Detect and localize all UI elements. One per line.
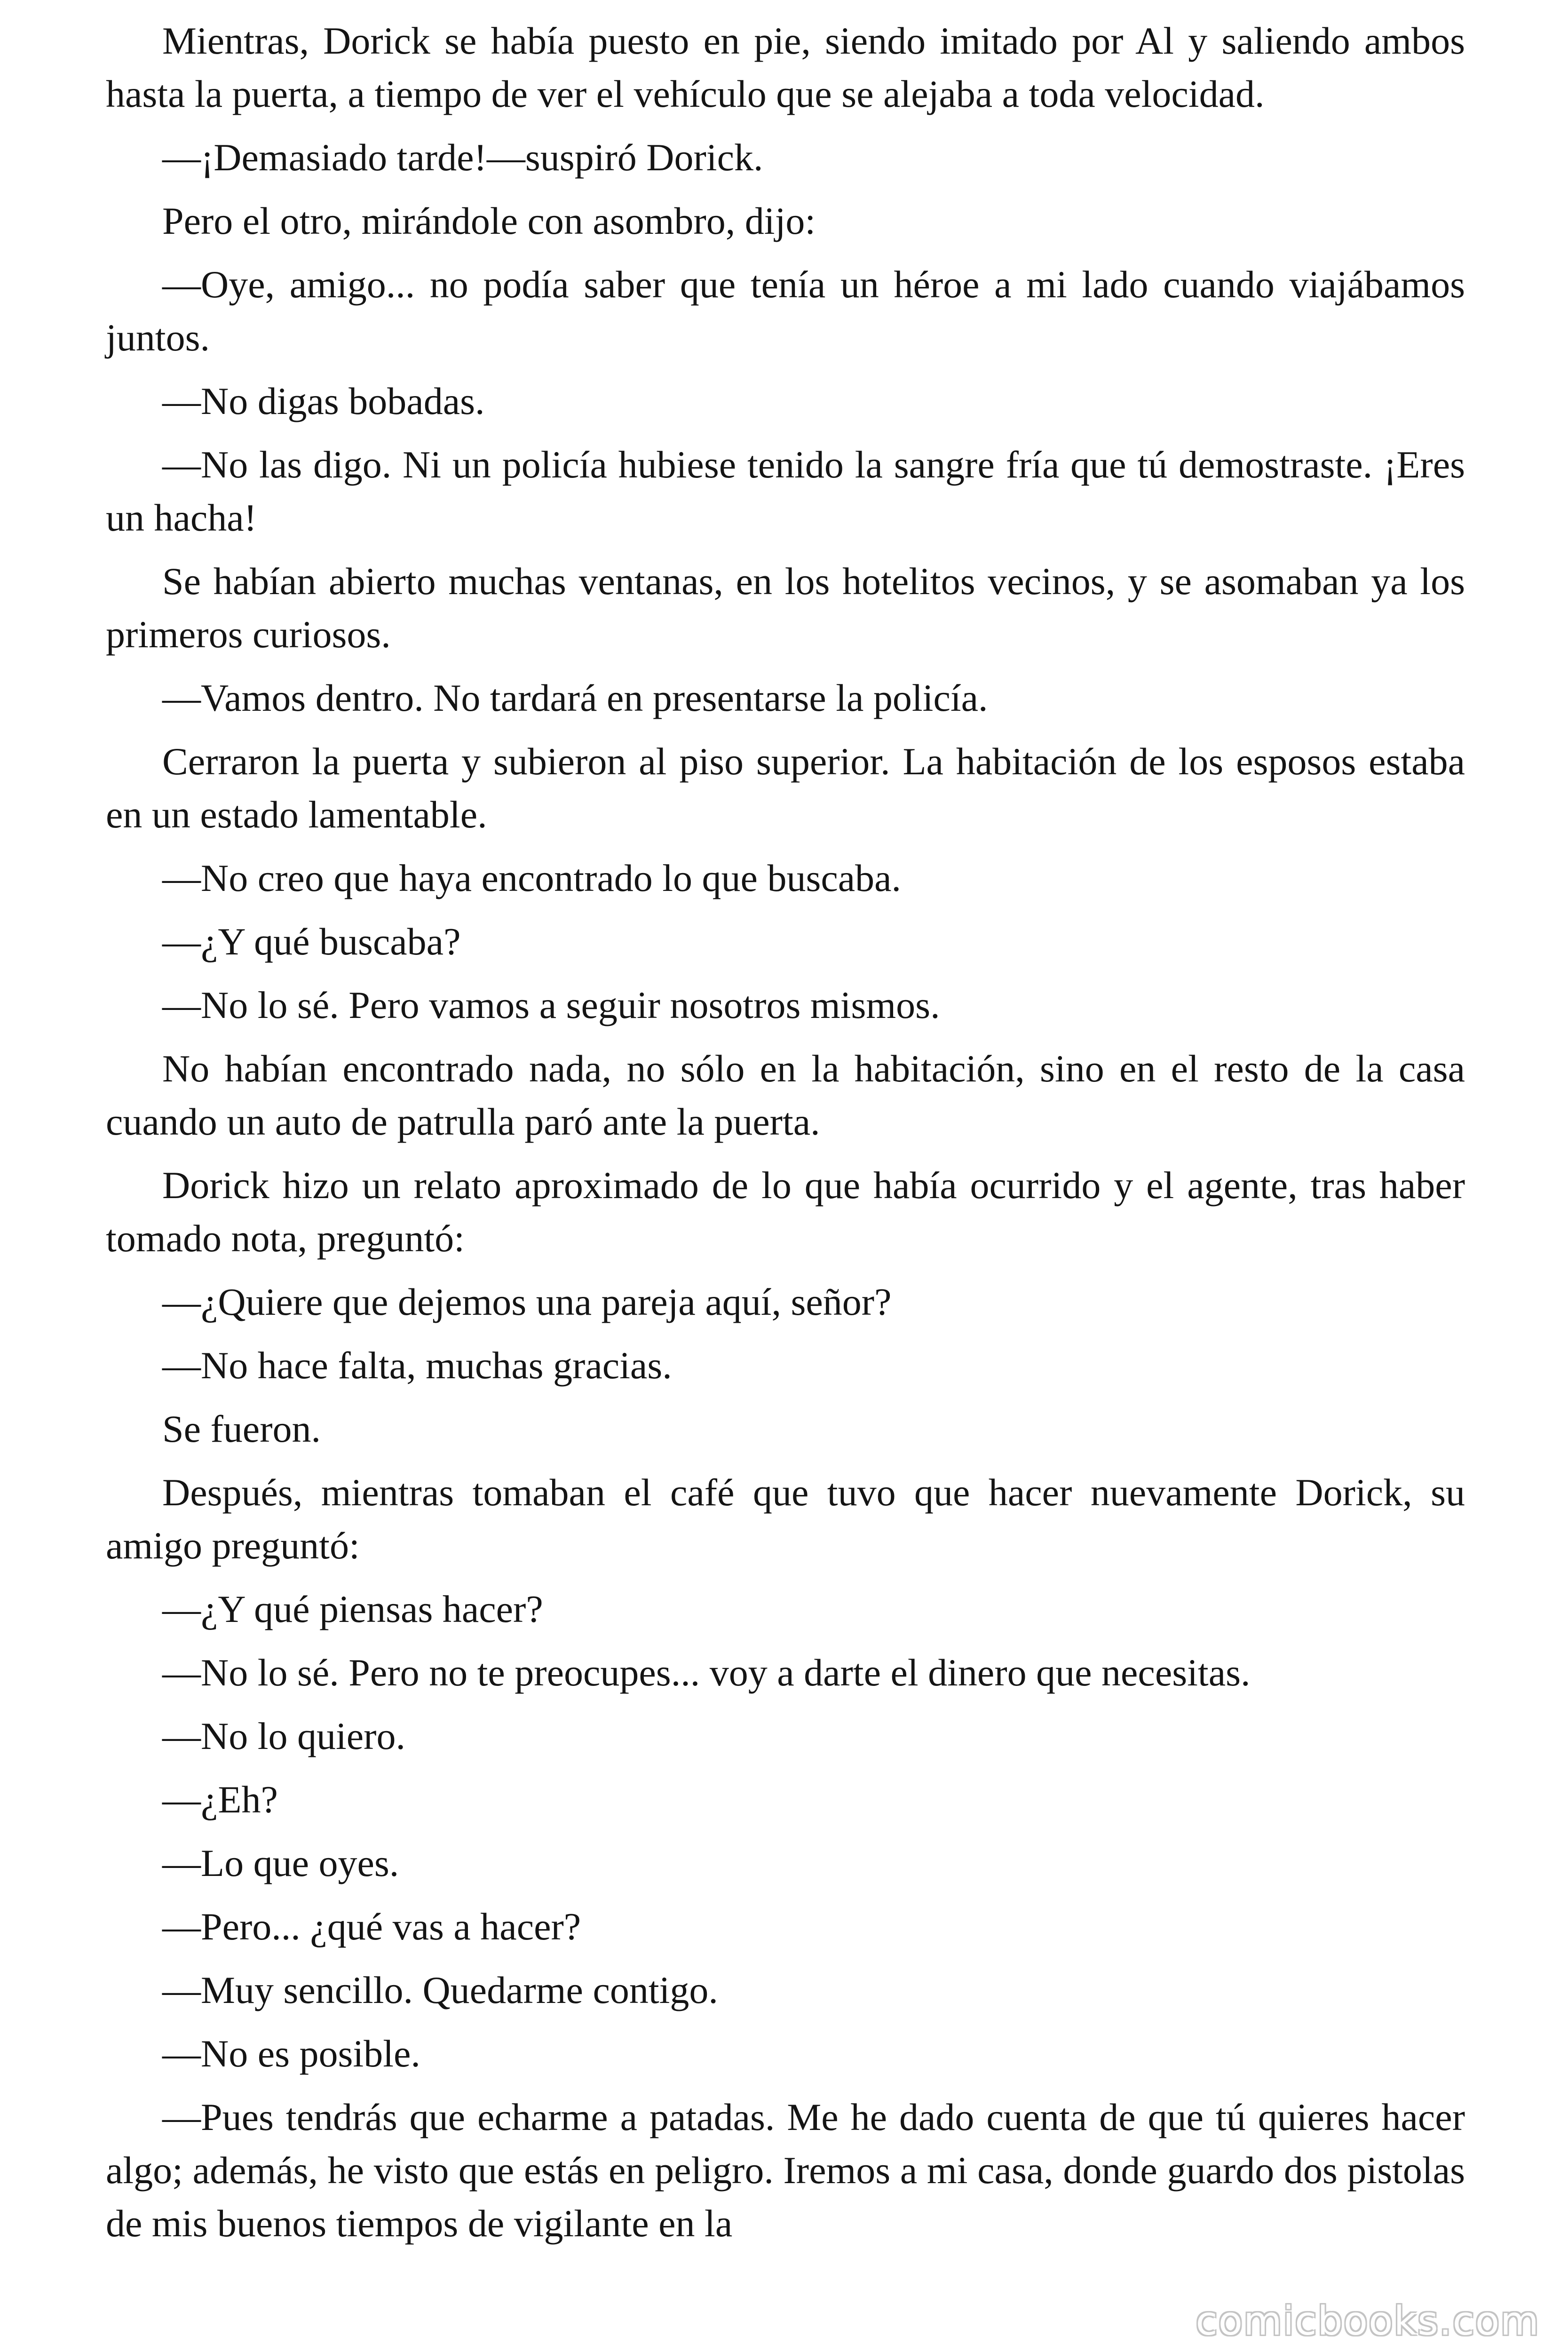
paragraph: —No digas bobadas. [162,380,485,422]
paragraph: —Lo que oyes. [162,1842,399,1884]
paragraph: —¿Y qué buscaba? [162,920,461,963]
paragraph: Cerraron la puerta y subieron al piso superior. La habitación de los esposos estaba en un estado lamentable. [106,740,1465,836]
paragraph: —Pues tendrás que echarme a patadas. Me he dado cuenta de que tú quieres hacer algo; además, he visto que estás en peligro. Iremos a mi casa, donde guardo dos pistolas de mis buenos tiempos de vigilante en la [106,2096,1465,2245]
paragraph: —¿Eh? [162,1778,278,1821]
paragraph: No habían encontrado nada, no sólo en la habitación, sino en el resto de la casa cuando un auto de patrulla paró ante la puerta. [106,1047,1465,1143]
paragraph: Dorick hizo un relato aproximado de lo que había ocurrido y el agente, tras haber tomado nota, preguntó: [106,1164,1465,1260]
paragraph: —No hace falta, muchas gracias. [162,1344,672,1387]
body-text [106,14,1465,2260]
paragraph: —No creo que haya encontrado lo que buscaba. [162,857,902,899]
paragraph: —Muy sencillo. Quedarme contigo. [162,1969,718,2011]
paragraph: Mientras, Dorick se había puesto en pie, siendo imitado por Al y saliendo ambos hasta la puerta, a tiempo de ver el vehículo que se alejaba a toda velocidad. [106,19,1465,115]
paragraph: —No las digo. Ni un policía hubiese tenido la sangre fría que tú demostraste. ¡Eres un hacha! [106,443,1465,539]
paragraph: —No es posible. [162,2032,420,2075]
paragraph: —Vamos dentro. No tardará en presentarse la policía. [162,676,988,719]
paragraph: Se fueron. [162,1407,321,1450]
paragraph: —No lo sé. Pero no te preocupes... voy a darte el dinero que necesitas. [162,1651,1251,1694]
paragraph: —Oye, amigo... no podía saber que tenía un héroe a mi lado cuando viajábamos juntos. [106,263,1465,359]
watermark: comicbooks.com [1196,2298,1540,2344]
paragraph: —No lo quiero. [162,1715,405,1757]
paragraph: —¿Y qué piensas hacer? [162,1588,543,1630]
paragraph: Pero el otro, mirándole con asombro, dijo: [162,199,816,242]
paragraph: —Pero... ¿qué vas a hacer? [162,1905,581,1948]
paragraph: —No lo sé. Pero vamos a seguir nosotros mismos. [162,984,940,1026]
paragraph: —¡Demasiado tarde!—suspiró Dorick. [162,136,763,179]
paragraph: Se habían abierto muchas ventanas, en los hotelitos vecinos, y se asomaban ya los primeros curiosos. [106,560,1465,656]
paragraph: Después, mientras tomaban el café que tuvo que hacer nuevamente Dorick, su amigo preguntó: [106,1471,1465,1567]
paragraph: —¿Quiere que dejemos una pareja aquí, señor? [162,1280,892,1323]
